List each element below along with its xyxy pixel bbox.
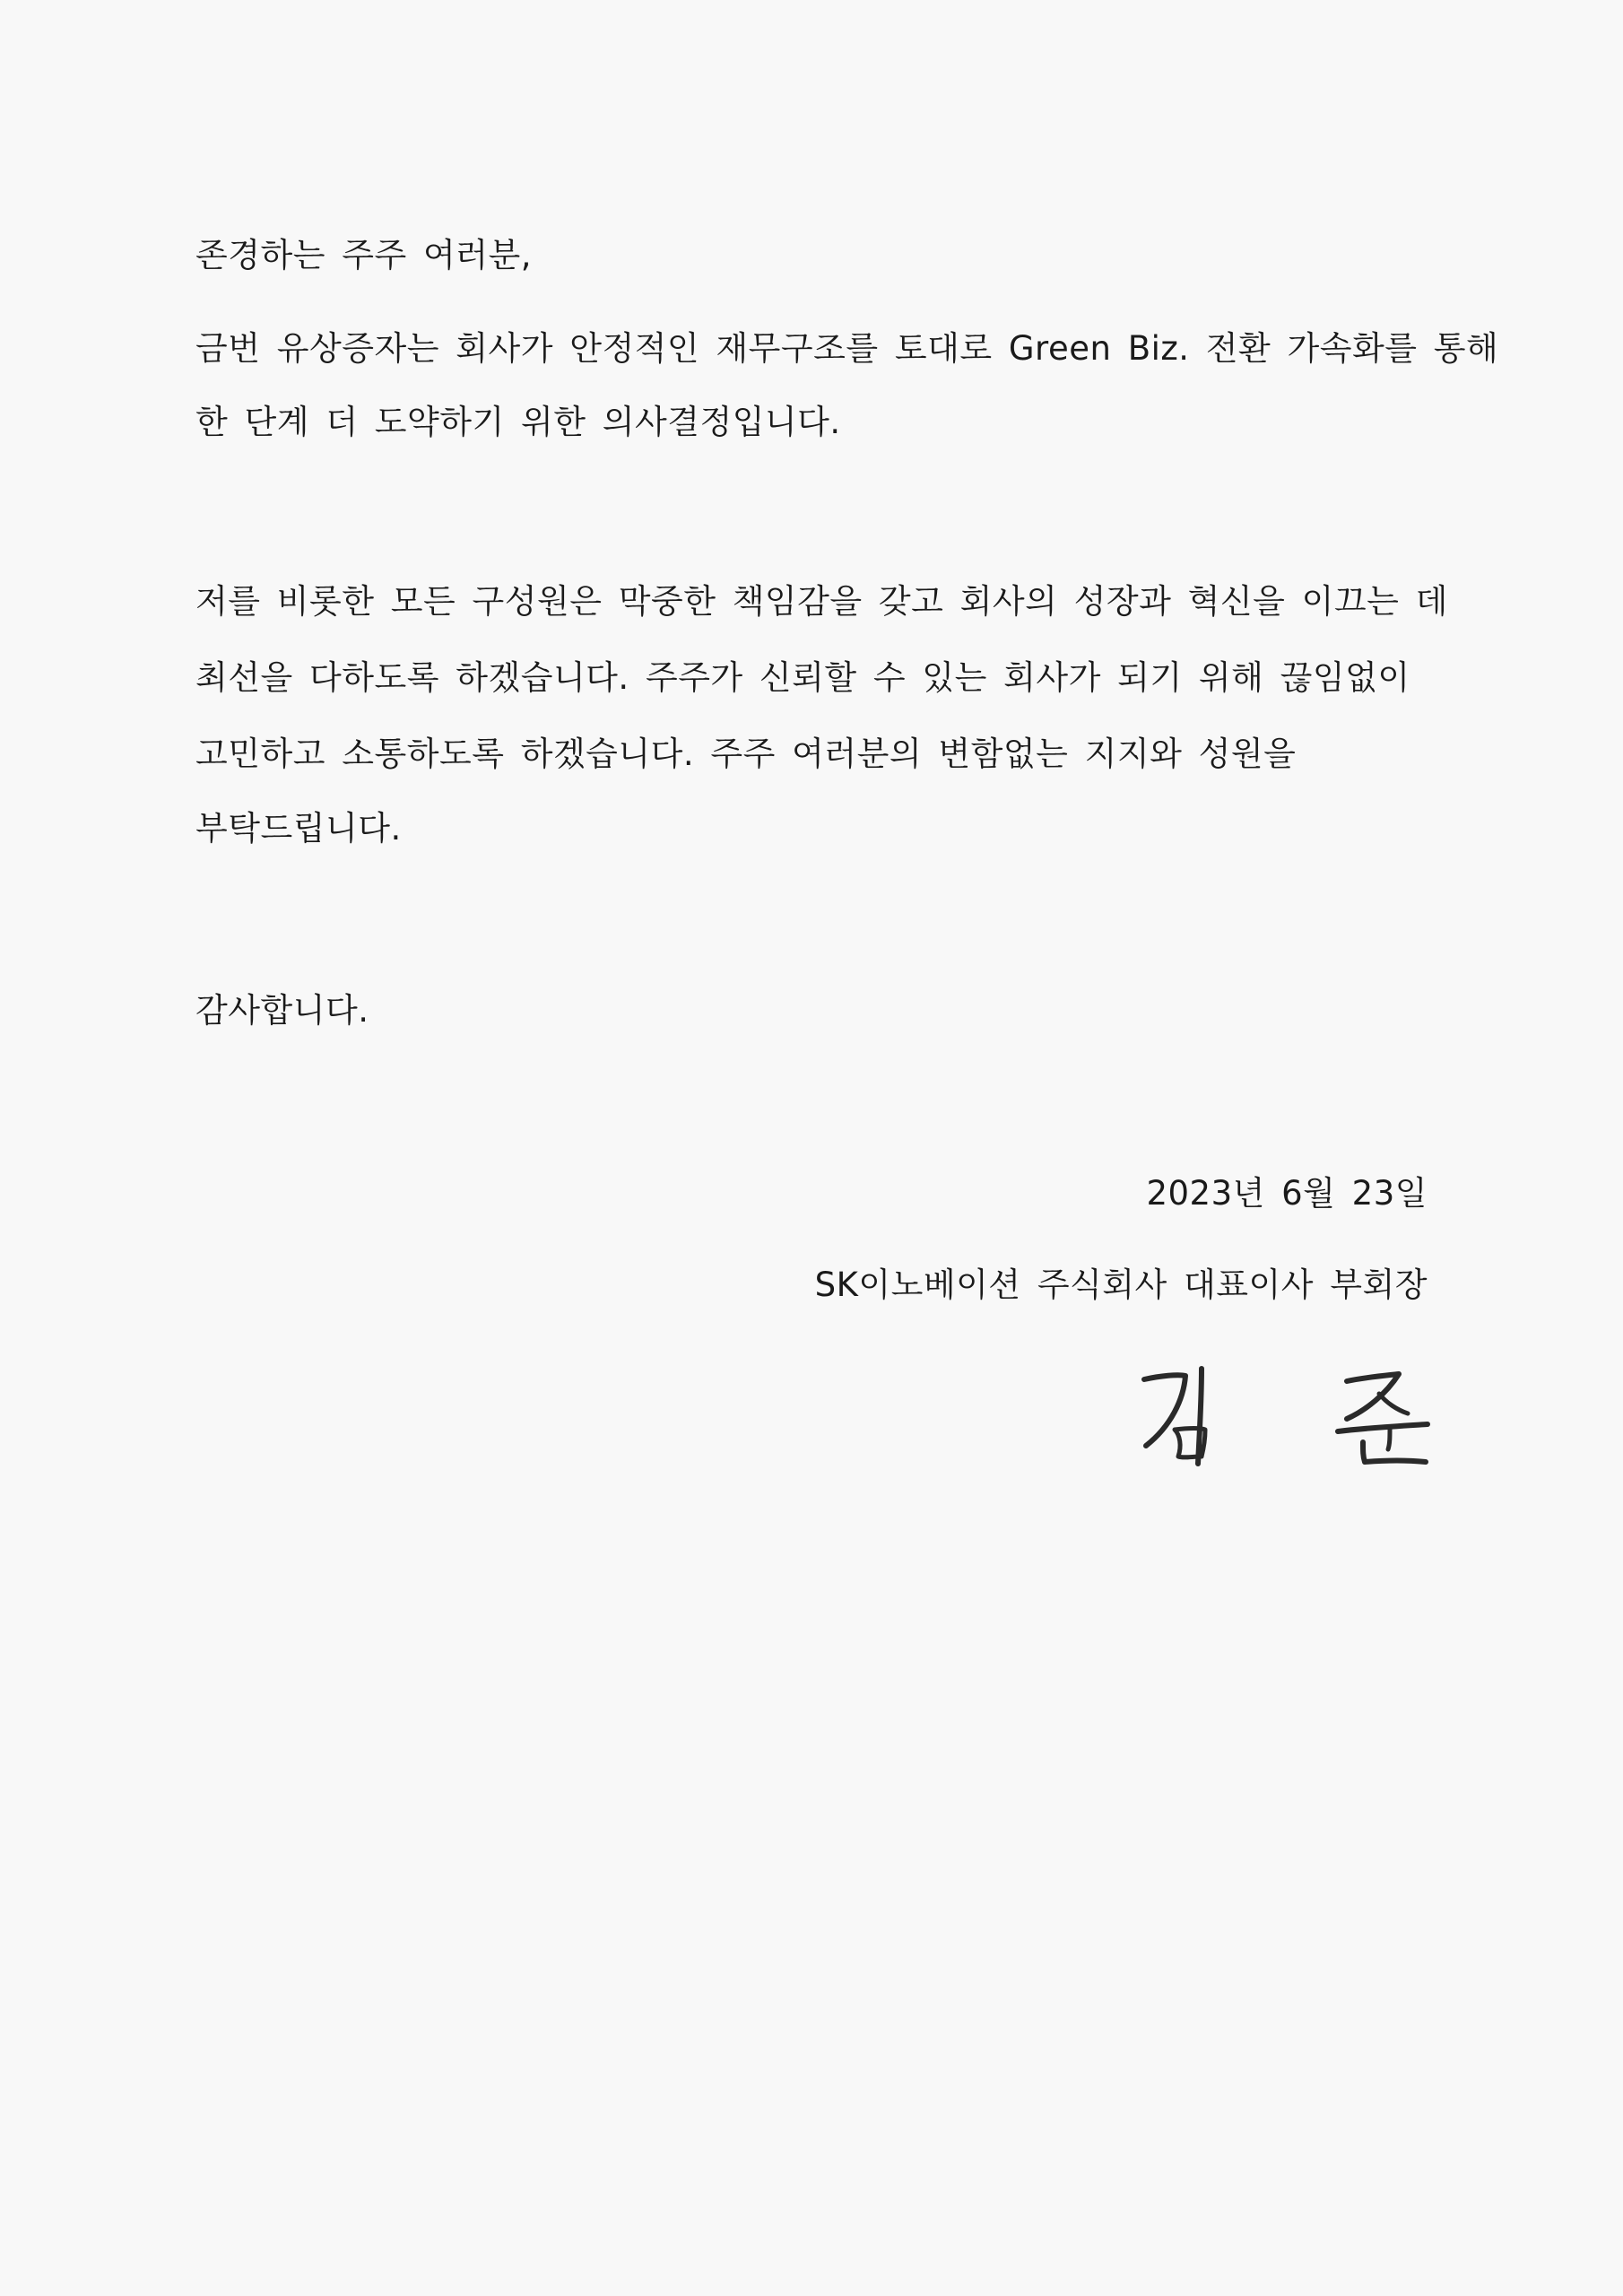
paragraph-2-line-3: 고민하고 소통하도록 하겠습니다. 주주 여러분의 변함없는 지지와 성원을 [195,735,1297,773]
paragraph-1-line-1: 금번 유상증자는 회사가 안정적인 재무구조를 토대로 Green Biz. 전환 가속화를 통해 [195,329,1499,368]
closing: 감사합니다. [195,991,369,1030]
paragraph-1-line-2: 한 단계 더 도약하기 위한 의사결정입니다. [195,403,841,441]
letter-date: 2023년 6월 23일 [1146,1174,1428,1213]
paragraph-2-line-2: 최선을 다하도록 하겠습니다. 주주가 신뢰할 수 있는 회사가 되기 위해 끊임없이 [195,658,1410,697]
paragraph-2-line-1: 저를 비롯한 모든 구성원은 막중한 책임감을 갖고 회사의 성장과 혁신을 이끄는 데 [195,582,1448,621]
greeting: 존경하는 주주 여러분, [195,236,532,274]
paragraph-2-line-4: 부탁드립니다. [195,809,402,848]
signature-image [1139,1363,1435,1471]
signer-title: SK이노베이션 주식회사 대표이사 부회장 [814,1265,1428,1304]
